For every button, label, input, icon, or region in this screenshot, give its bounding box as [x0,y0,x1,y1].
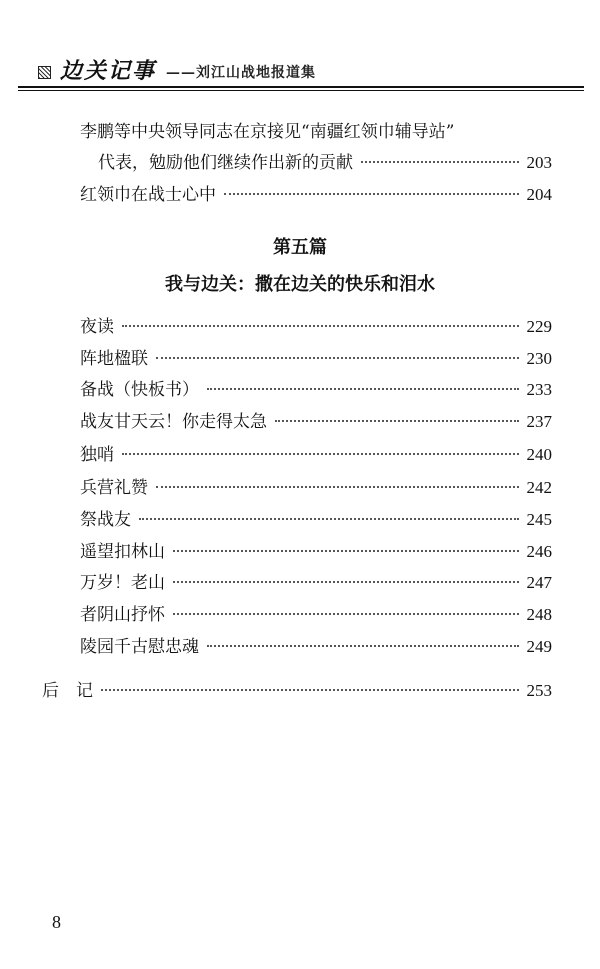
dot-leader [156,486,519,488]
toc-entry-page: 249 [526,637,552,656]
dot-leader [101,689,519,691]
dot-leader [173,581,519,583]
toc-entry-title: 代表，勉励他们继续作出新的贡献 [98,153,353,173]
dot-leader [207,645,519,647]
dot-leader [361,161,519,163]
toc-entry-page: 233 [526,380,552,399]
toc-entry-page: 248 [526,605,552,624]
toc-entry-page: 246 [526,542,552,561]
toc-entry-title: 兵营礼赞 [80,478,148,498]
toc-entry-title: 者阴山抒怀 [80,605,165,625]
toc-entry-title: 后 记 [42,681,93,701]
header-rule-thin [18,90,584,91]
dot-leader [173,613,519,615]
toc-entry-page: 229 [526,317,552,336]
section-title: 我与边关：撒在边关的快乐和泪水 [165,274,435,295]
toc-entry-title: 阵地楹联 [80,349,148,369]
dot-leader [156,357,519,359]
toc-entry-title: 遥望扣林山 [80,542,165,562]
toc-entry-title: 祭战友 [80,510,131,530]
toc-entry[interactable] [98,151,552,175]
toc-entry-title: 万岁！老山 [80,573,165,593]
running-header [18,54,584,84]
header-rule [18,86,584,88]
dot-leader [173,550,519,552]
toc-entry-continued-line: 李鹏等中央领导同志在京接见“南疆红领巾辅导站” [80,122,455,142]
toc-entry-afterword[interactable] [42,679,552,703]
dot-leader [207,388,519,390]
toc-entry[interactable] [80,476,552,500]
dot-leader [122,325,519,327]
book-mark-icon [38,66,51,79]
toc-entry-title: 备战（快板书） [80,380,199,400]
toc-entry-page: 253 [526,681,552,700]
toc-entry-title: 红领巾在战士心中 [80,185,216,205]
toc-entry[interactable] [80,378,552,402]
toc-entry[interactable] [80,540,552,564]
page-number: 8 [52,912,61,932]
toc-entry[interactable] [80,603,552,627]
toc-entry[interactable] [80,183,552,207]
toc-entry-title: 夜读 [80,317,114,337]
toc-entry[interactable] [80,410,552,434]
dot-leader [122,453,519,455]
toc-entry-title: 独哨 [80,445,114,465]
toc-entry-title: 陵园千古慰忠魂 [80,637,199,657]
dot-leader [275,420,519,422]
section-label: 第五篇 [273,237,327,258]
toc-entry-page: 242 [526,478,552,497]
toc-entry-page: 237 [526,412,552,431]
dot-leader [224,193,519,195]
toc-entry-page: 230 [526,349,552,368]
book-subtitle: ——刘江山战地报道集 [166,65,316,81]
dot-leader [139,518,519,520]
toc-entry[interactable] [80,315,552,339]
toc-entry[interactable] [80,571,552,595]
toc-entry-page: 203 [526,153,552,172]
toc-entry[interactable] [80,635,552,659]
toc-entry[interactable] [80,347,552,371]
toc-entry-title: 战友甘天云！你走得太急 [80,412,267,432]
toc-entry-page: 247 [526,573,552,592]
toc-entry[interactable] [80,508,552,532]
toc-entry[interactable] [80,443,552,467]
toc-entry-page: 240 [526,445,552,464]
book-title: 边关记事 [60,58,157,84]
toc-entry-page: 245 [526,510,552,529]
toc-entry-page: 204 [526,185,552,204]
